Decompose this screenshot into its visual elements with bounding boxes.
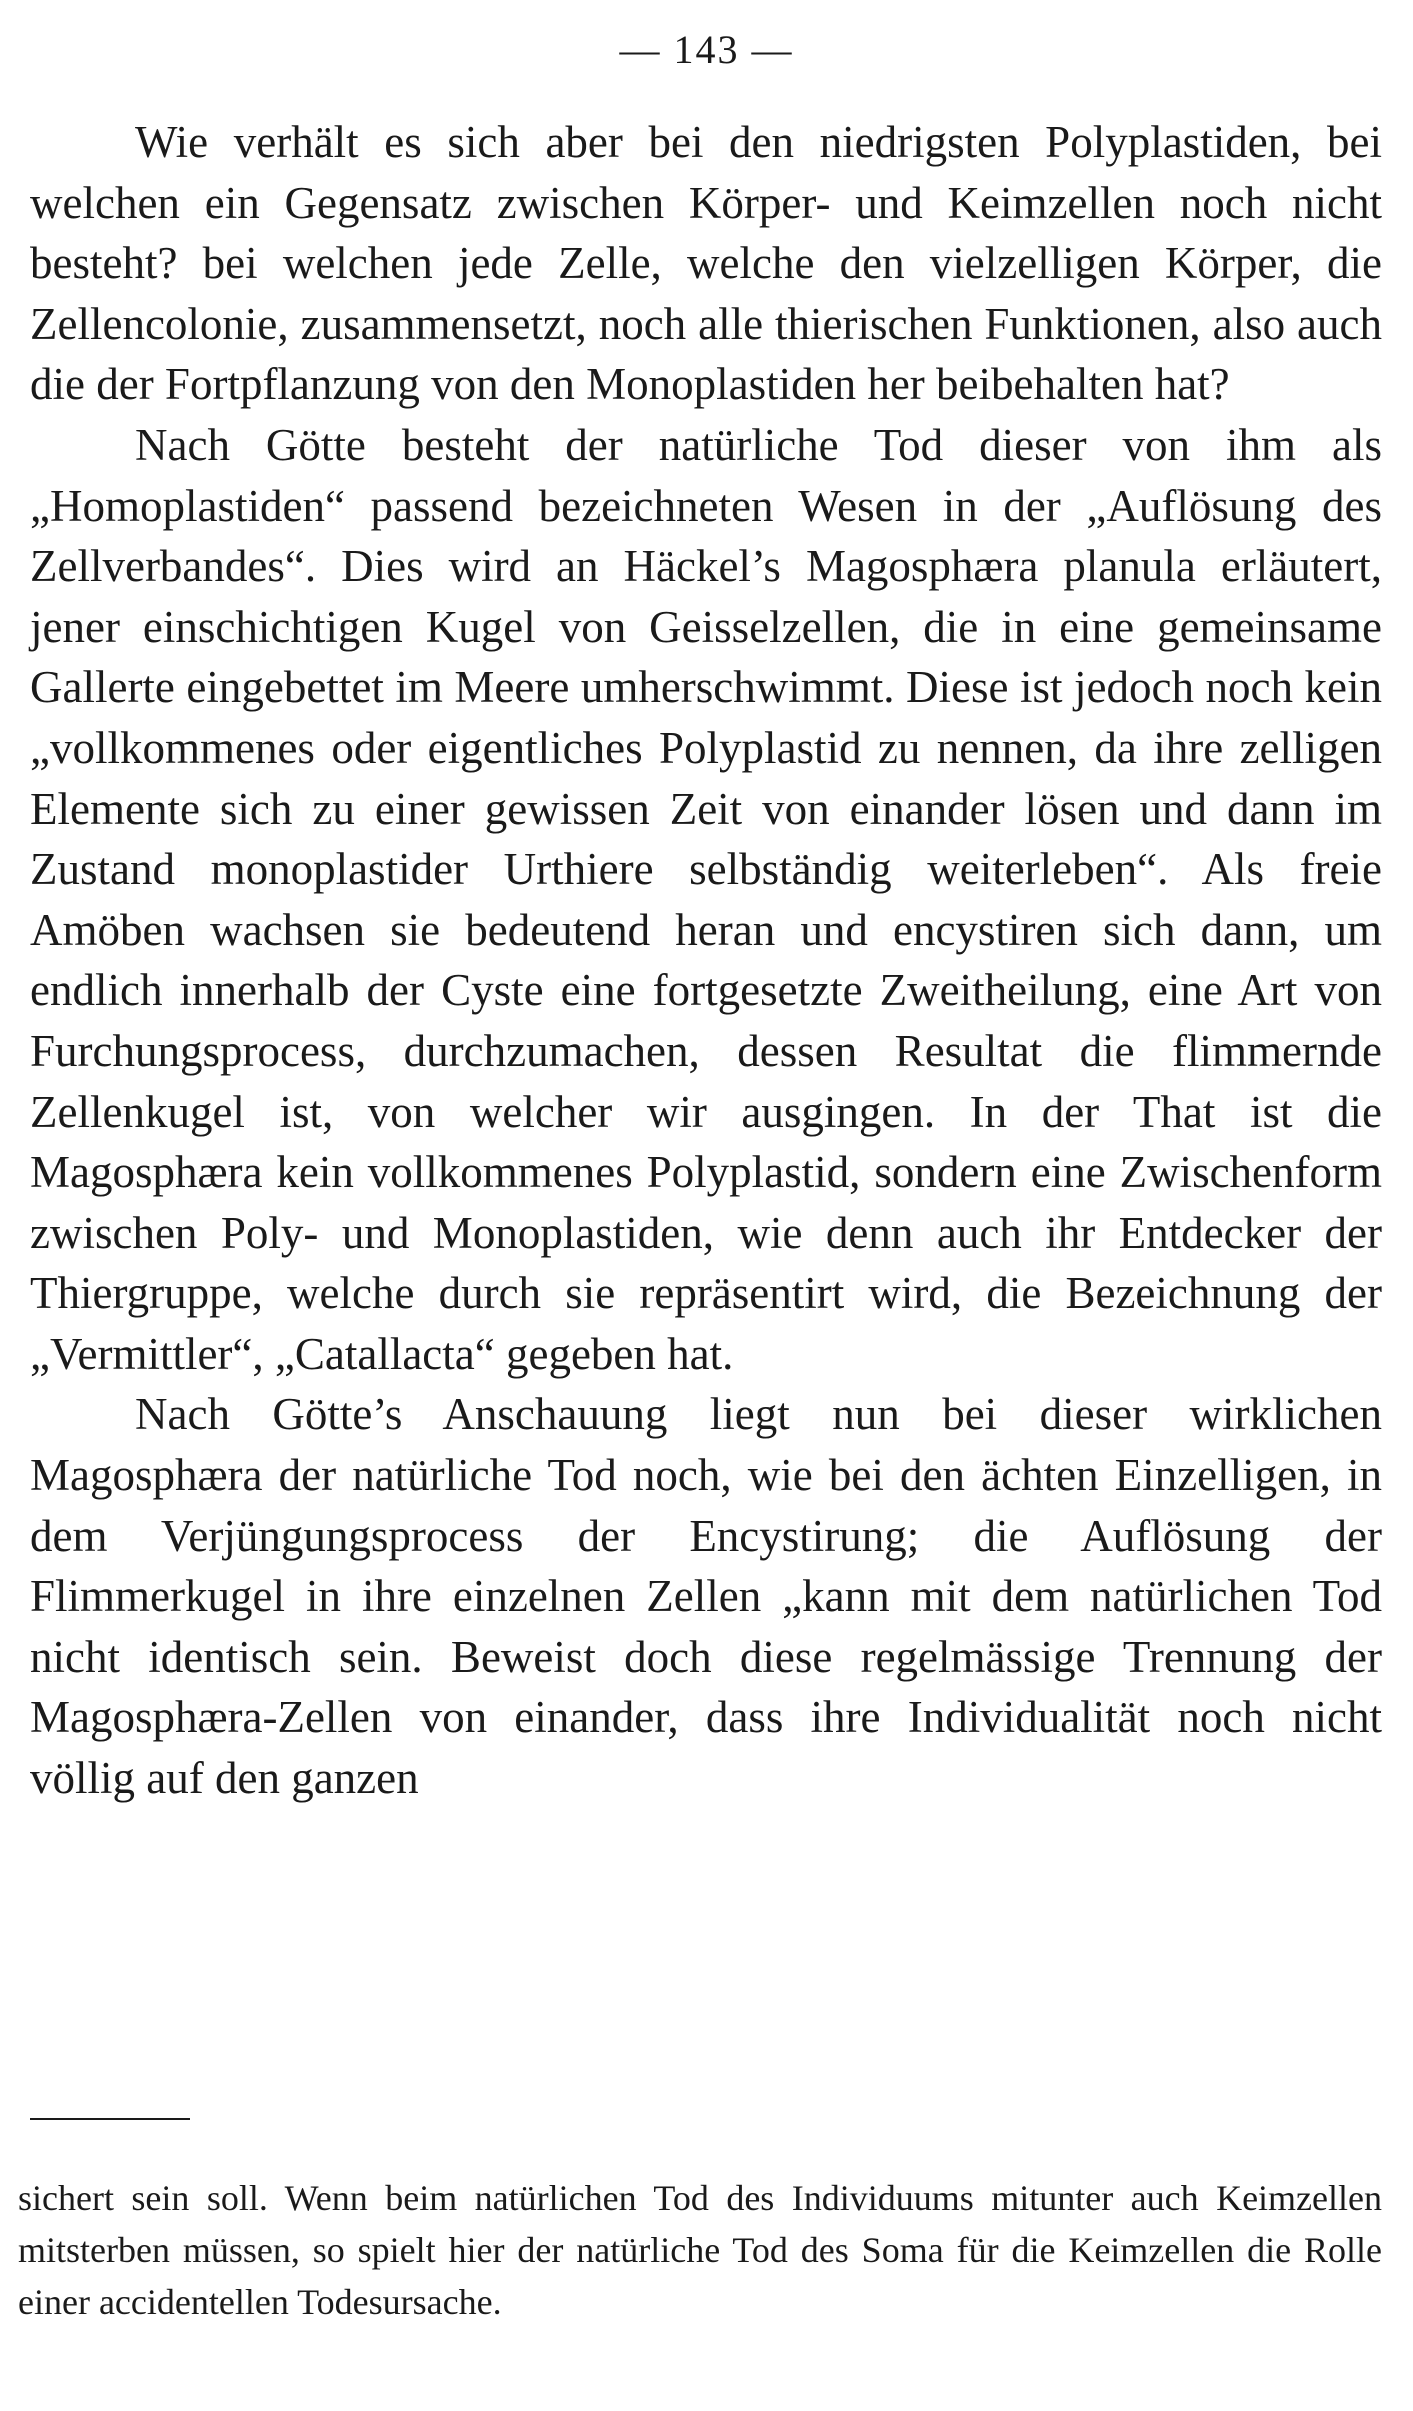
- paragraph-2: Nach Götte besteht der natürliche Tod dieser von ihm als „Homoplastiden“ passend bezeichneten Wesen in der „Auflösung des Zellverbandes“. Dies wird an Häckel’s Magosphæra planula erläutert, jener einschichtigen Kugel von Geisselzellen, die in eine gemeinsame Gallerte eingebettet im Meere umherschwimmt. Diese ist jedoch noch kein „vollkommenes oder eigentliches Polyplastid zu nennen, da ihre zelligen Elemente sich zu einer gewissen Zeit von einander lösen und dann im Zustand monoplastider Urthiere selbständig weiterleben“. Als freie Amöben wachsen sie bedeutend heran und encystiren sich dann, um endlich innerhalb der Cyste eine fortgesetzte Zweitheilung, eine Art von Furchungsprocess, durchzumachen, dessen Resultat die flimmernde Zellenkugel ist, von welcher wir ausgingen. In der That ist die Magosphæra kein vollkommenes Polyplastid, sondern eine Zwischenform zwischen Poly- und Monoplastiden, wie denn auch ihr Entdecker der Thiergruppe, welche durch sie repräsentirt wird, die Bezeichnung der „Vermittler“, „Catallacta“ gegeben hat.: [30, 419, 1382, 1379]
- footnote-text: sichert sein soll. Wenn beim natürlichen Tod des Individuums mitunter auch Keimzellen mitsterben müssen, so spielt hier der natürliche Tod des Soma für die Keimzellen die Rolle einer accidentellen Todesursache.: [18, 2178, 1382, 2322]
- footnote: [18, 2172, 1382, 2328]
- paragraph-3: Nach Götte’s Anschauung liegt nun bei dieser wirklichen Magosphæra der natürliche Tod noch, wie bei den ächten Einzelligen, in dem Verjüngungsprocess der Encystirung; die Auflösung der Flimmerkugel in ihre einzelnen Zellen „kann mit dem natürlichen Tod nicht identisch sein. Beweist doch diese regelmässige Trennung der Magosphæra-Zellen von einander, dass ihre Individualität noch nicht völlig auf den ganzen: [30, 1389, 1382, 1804]
- main-text: [30, 112, 1382, 1809]
- footnote-divider: [30, 2118, 190, 2120]
- page-number: — 143 —: [619, 27, 794, 72]
- paragraph-1: Wie verhält es sich aber bei den niedrigsten Polyplastiden, bei welchen ein Gegensatz zwischen Körper- und Keimzellen noch nicht besteht? bei welchen jede Zelle, welche den vielzelligen Körper, die Zellencolonie, zusammensetzt, noch alle thierischen Funktionen, also auch die der Fortpflanzung von den Monoplastiden her beibehalten hat?: [30, 117, 1382, 410]
